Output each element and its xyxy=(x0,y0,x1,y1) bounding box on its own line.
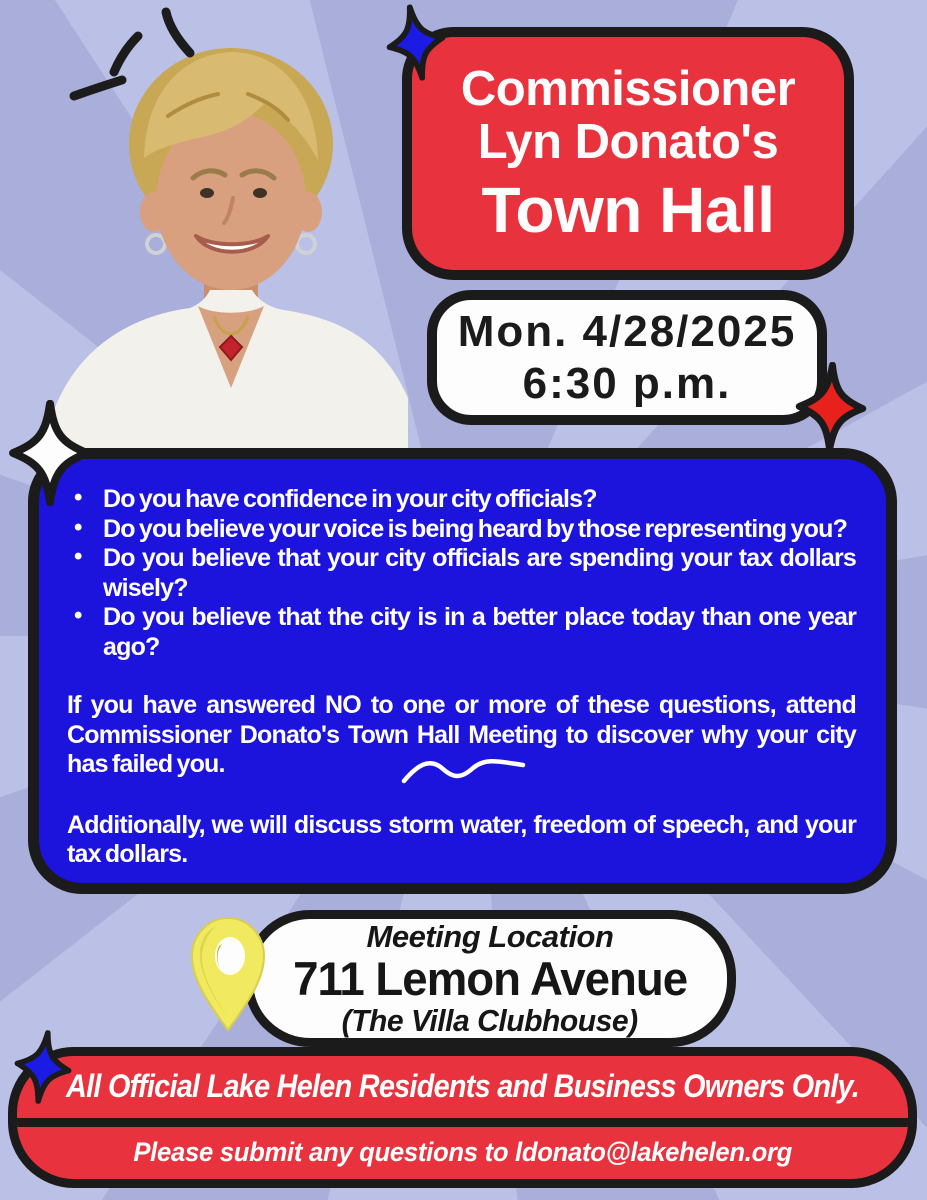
question-item: • Do you believe that your city officials are spending your tax dollars wisely? xyxy=(67,544,856,603)
sparkle-blue-icon xyxy=(7,1026,79,1108)
date-box xyxy=(427,290,827,425)
banner-top-row xyxy=(17,1056,908,1118)
title-line-3: Town Hall xyxy=(481,174,775,247)
sparkle-red-icon xyxy=(791,361,870,455)
question-item: • Do you believe your voice is being heard by those representing you? xyxy=(67,515,856,545)
sparkle-white-icon xyxy=(6,400,94,506)
question-list xyxy=(67,485,856,662)
location-venue: (The Villa Clubhouse) xyxy=(341,1002,639,1038)
location-address: 711 Lemon Avenue xyxy=(292,951,688,1005)
location-heading: Meeting Location xyxy=(366,919,614,955)
restriction-banner xyxy=(8,1047,917,1188)
event-date: Mon. 4/28/2025 xyxy=(457,307,797,357)
location-box xyxy=(244,910,736,1047)
sparkle-blue-icon xyxy=(378,0,454,86)
residents-only-text: All Official Lake Helen Residents and Business Owners Only. xyxy=(65,1068,859,1105)
call-to-action-paragraph: If you have answered NO to one or more of these questions, attend Commissioner Donato's Town Hall Meeting to discover why your city has failed you. xyxy=(67,691,856,778)
question-item: • Do you believe that the city is in a better place today than one year ago? xyxy=(67,603,856,662)
emphasis-doodle xyxy=(66,6,226,116)
event-time: 6:30 p.m. xyxy=(522,358,732,408)
map-pin-icon xyxy=(186,912,270,1036)
title-line-1: Commissioner xyxy=(460,61,796,116)
questions-box xyxy=(28,448,897,894)
question-item: • Do you have confidence in your city officials? xyxy=(67,485,856,515)
contact-email-text: Please submit any questions to ldonato@lakehelen.org xyxy=(133,1137,792,1168)
topics-paragraph: Additionally, we will discuss storm water, freedom of speech, and your tax dollars. xyxy=(67,810,856,868)
banner-bottom-row xyxy=(17,1127,908,1179)
squiggle-underline xyxy=(399,755,529,791)
title-box xyxy=(402,27,854,280)
banner-divider xyxy=(17,1118,908,1127)
title-line-2: Lyn Donato's xyxy=(477,115,779,170)
